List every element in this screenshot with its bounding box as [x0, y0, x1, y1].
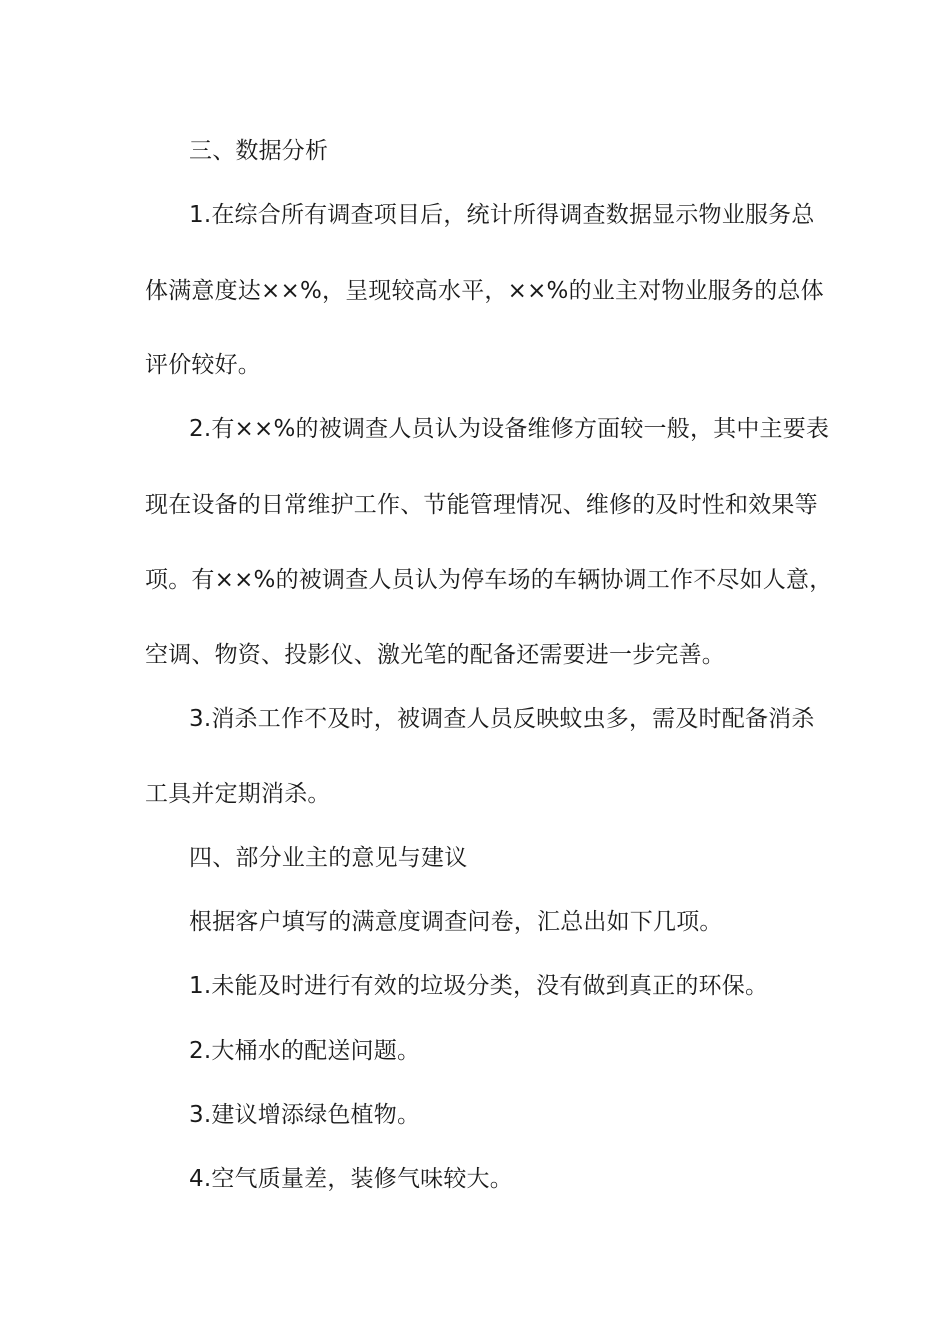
section-4-heading: 四、部分业主的意见与建议: [189, 845, 468, 871]
section-4-intro: 根据客户填写的满意度调查问卷，汇总出如下几项。: [189, 909, 723, 935]
list-item: 3.建议增添绿色植物。: [189, 1102, 421, 1128]
list-item: 2.大桶水的配送问题。: [189, 1038, 421, 1064]
paragraph-2-line-1: 2.有××%的被调查人员认为设备维修方面较一般，其中主要表: [189, 416, 830, 442]
section-3-heading: 三、数据分析: [189, 138, 329, 164]
paragraph-1-line-2: 体满意度达××%，呈现较高水平，××%的业主对物业服务的总体: [145, 278, 824, 304]
paragraph-2-line-4: 空调、物资、投影仪、激光笔的配备还需要进一步完善。: [145, 642, 725, 668]
paragraph-1-line-3: 评价较好。: [145, 352, 261, 378]
paragraph-2-line-3: 项。有××%的被调查人员认为停车场的车辆协调工作不尽如人意，: [145, 567, 833, 593]
paragraph-1-line-1: 1.在综合所有调查项目后，统计所得调查数据显示物业服务总: [189, 202, 815, 228]
paragraph-2-line-2: 现在设备的日常维护工作、节能管理情况、维修的及时性和效果等: [145, 492, 818, 518]
list-item: 4.空气质量差，装修气味较大。: [189, 1166, 513, 1192]
paragraph-3-line-2: 工具并定期消杀。: [145, 781, 331, 807]
paragraph-3-line-1: 3.消杀工作不及时，被调查人员反映蚊虫多，需及时配备消杀: [189, 706, 815, 732]
list-item: 1.未能及时进行有效的垃圾分类，没有做到真正的环保。: [189, 973, 769, 999]
